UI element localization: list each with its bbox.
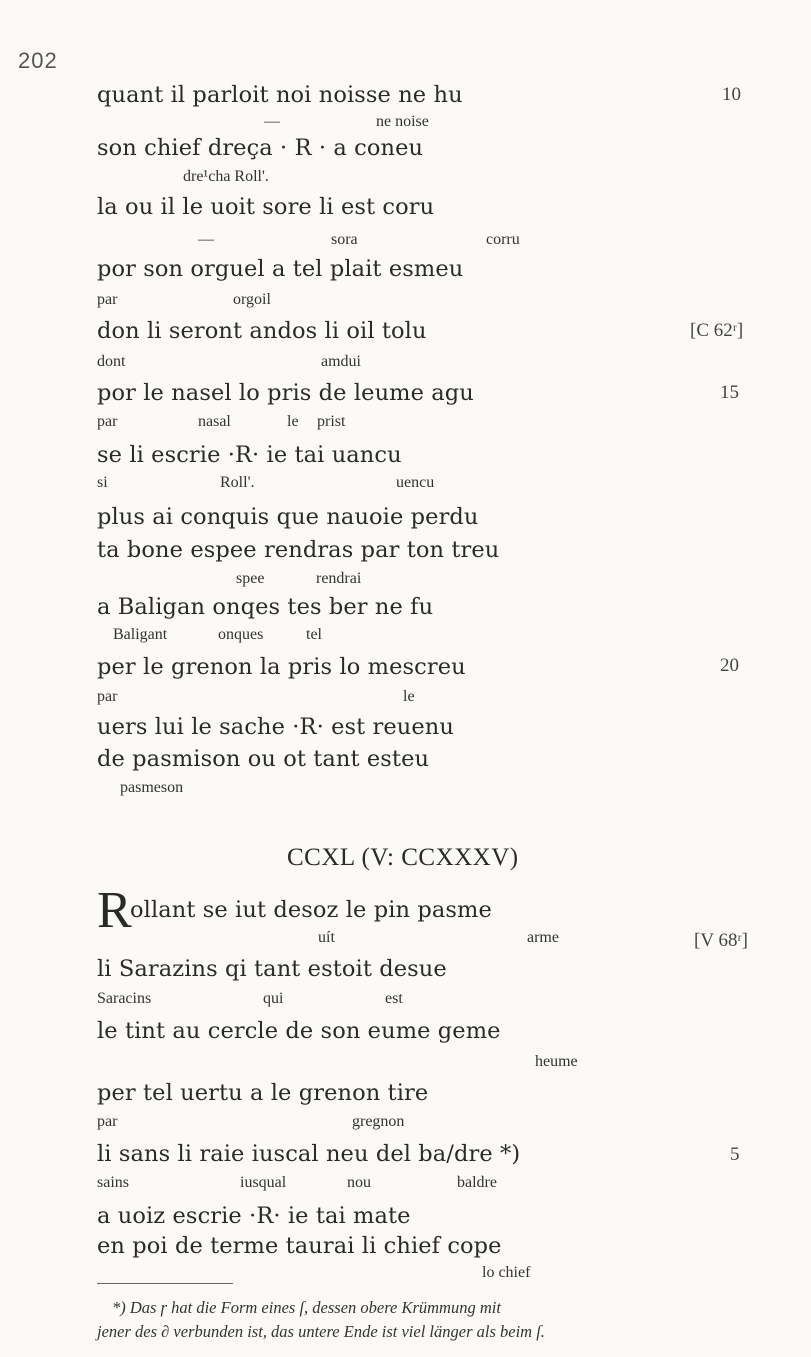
verse-line: ta bone espee rendras par ton treu <box>97 537 500 563</box>
variant-reading: lo chief <box>482 1264 531 1281</box>
margin-ref: 15 <box>720 382 739 403</box>
variant-reading: le <box>403 688 415 705</box>
margin-ref: [C 62ʳ] <box>690 320 744 341</box>
variant-reading: Roll'. <box>220 474 255 491</box>
variant-reading: onques <box>218 626 264 643</box>
margin-ref: 10 <box>722 84 741 105</box>
variant-reading: pasmeson <box>120 779 184 796</box>
verse-line: per tel uertu a le grenon tire <box>97 1080 429 1106</box>
variant-reading: nasal <box>198 413 231 430</box>
variant-reading: par <box>97 413 118 430</box>
verse-line: de pasmison ou ot tant esteu <box>97 746 430 772</box>
verse-line: por le nasel lo pris de leume agu <box>97 380 474 406</box>
footnote-rule <box>97 1283 233 1284</box>
variant-reading: — <box>198 231 214 248</box>
variant-reading: tel <box>306 626 322 643</box>
variant-reading: arme <box>527 929 559 946</box>
variant-reading: uencu <box>396 474 435 491</box>
variant-reading: sora <box>331 231 358 248</box>
variant-reading: dont <box>97 353 126 370</box>
verse-line: la ou il le uoit sore li est coru <box>97 194 435 220</box>
verse-line: don li seront andos li oil tolu <box>97 318 427 344</box>
variant-reading: par <box>97 688 118 705</box>
margin-ref: [V 68ʳ] <box>694 930 748 951</box>
margin-ref: 5 <box>730 1144 740 1165</box>
verse-line: per le grenon la pris lo mescreu <box>97 654 466 680</box>
margin-ref: 20 <box>720 655 739 676</box>
variant-reading: uít <box>318 929 335 946</box>
variant-reading: iusqual <box>240 1174 287 1191</box>
page-number: 202 <box>18 48 58 73</box>
verse-line: en poi de terme taurai li chief cope <box>97 1233 502 1259</box>
variant-reading: heume <box>535 1053 578 1070</box>
variant-reading: le <box>287 413 299 430</box>
drop-cap: R <box>97 882 132 939</box>
variant-reading: gregnon <box>352 1113 405 1130</box>
verse-line: le tint au cercle de son eume geme <box>97 1018 501 1044</box>
variant-reading: amdui <box>321 353 361 370</box>
variant-reading: par <box>97 1113 118 1130</box>
verse-line: se li escrie ·R· ie tai uancu <box>97 442 402 468</box>
footnote-line: jener des ∂ verbunden ist, das untere Ende ist viel länger als beim ſ. <box>97 1322 545 1341</box>
variant-reading: corru <box>486 231 520 248</box>
variant-reading: si <box>97 474 108 491</box>
verse-line: a Baligan onqes tes ber ne fu <box>97 594 434 620</box>
variant-reading: qui <box>263 990 284 1007</box>
variant-reading: par <box>97 291 118 308</box>
verse-line: li sans li raie iuscal neu del ba/dre *) <box>97 1141 521 1167</box>
footnote-line: *) Das ɼ hat die Form eines ſ, dessen obere Krümmung mit <box>112 1298 501 1317</box>
variant-reading: dre¹cha Roll'. <box>183 168 269 185</box>
variant-reading: nou <box>347 1174 371 1191</box>
verse-line: plus ai conquis que nauoie perdu <box>97 504 479 530</box>
variant-reading: baldre <box>457 1174 497 1191</box>
verse-line: quant il parloit noi noisse ne hu <box>97 82 463 108</box>
variant-reading: orgoil <box>233 291 271 308</box>
variant-reading: ne noise <box>376 113 429 130</box>
verse-line: uers lui le sache ·R· est reuenu <box>97 714 454 740</box>
verse-line: son chief dreça · R · a coneu <box>97 135 424 161</box>
variant-reading: rendrai <box>316 570 362 587</box>
variant-reading: Saracins <box>97 990 152 1007</box>
variant-reading: Baligant <box>113 626 168 643</box>
variant-reading: est <box>385 990 403 1007</box>
verse-line: li Sarazins qi tant estoit desue <box>97 956 447 982</box>
verse-line: ollant se iut desoz le pin pasme <box>130 897 492 923</box>
laisse-heading: CCXL (V: CCXXXV) <box>287 844 519 871</box>
variant-reading: — <box>264 113 280 130</box>
verse-line: a uoiz escrie ·R· ie tai mate <box>97 1203 411 1229</box>
variant-reading: spee <box>236 570 265 587</box>
verse-line: por son orguel a tel plait esmeu <box>97 256 464 282</box>
variant-reading: sains <box>97 1174 129 1191</box>
variant-reading: prist <box>317 413 346 430</box>
